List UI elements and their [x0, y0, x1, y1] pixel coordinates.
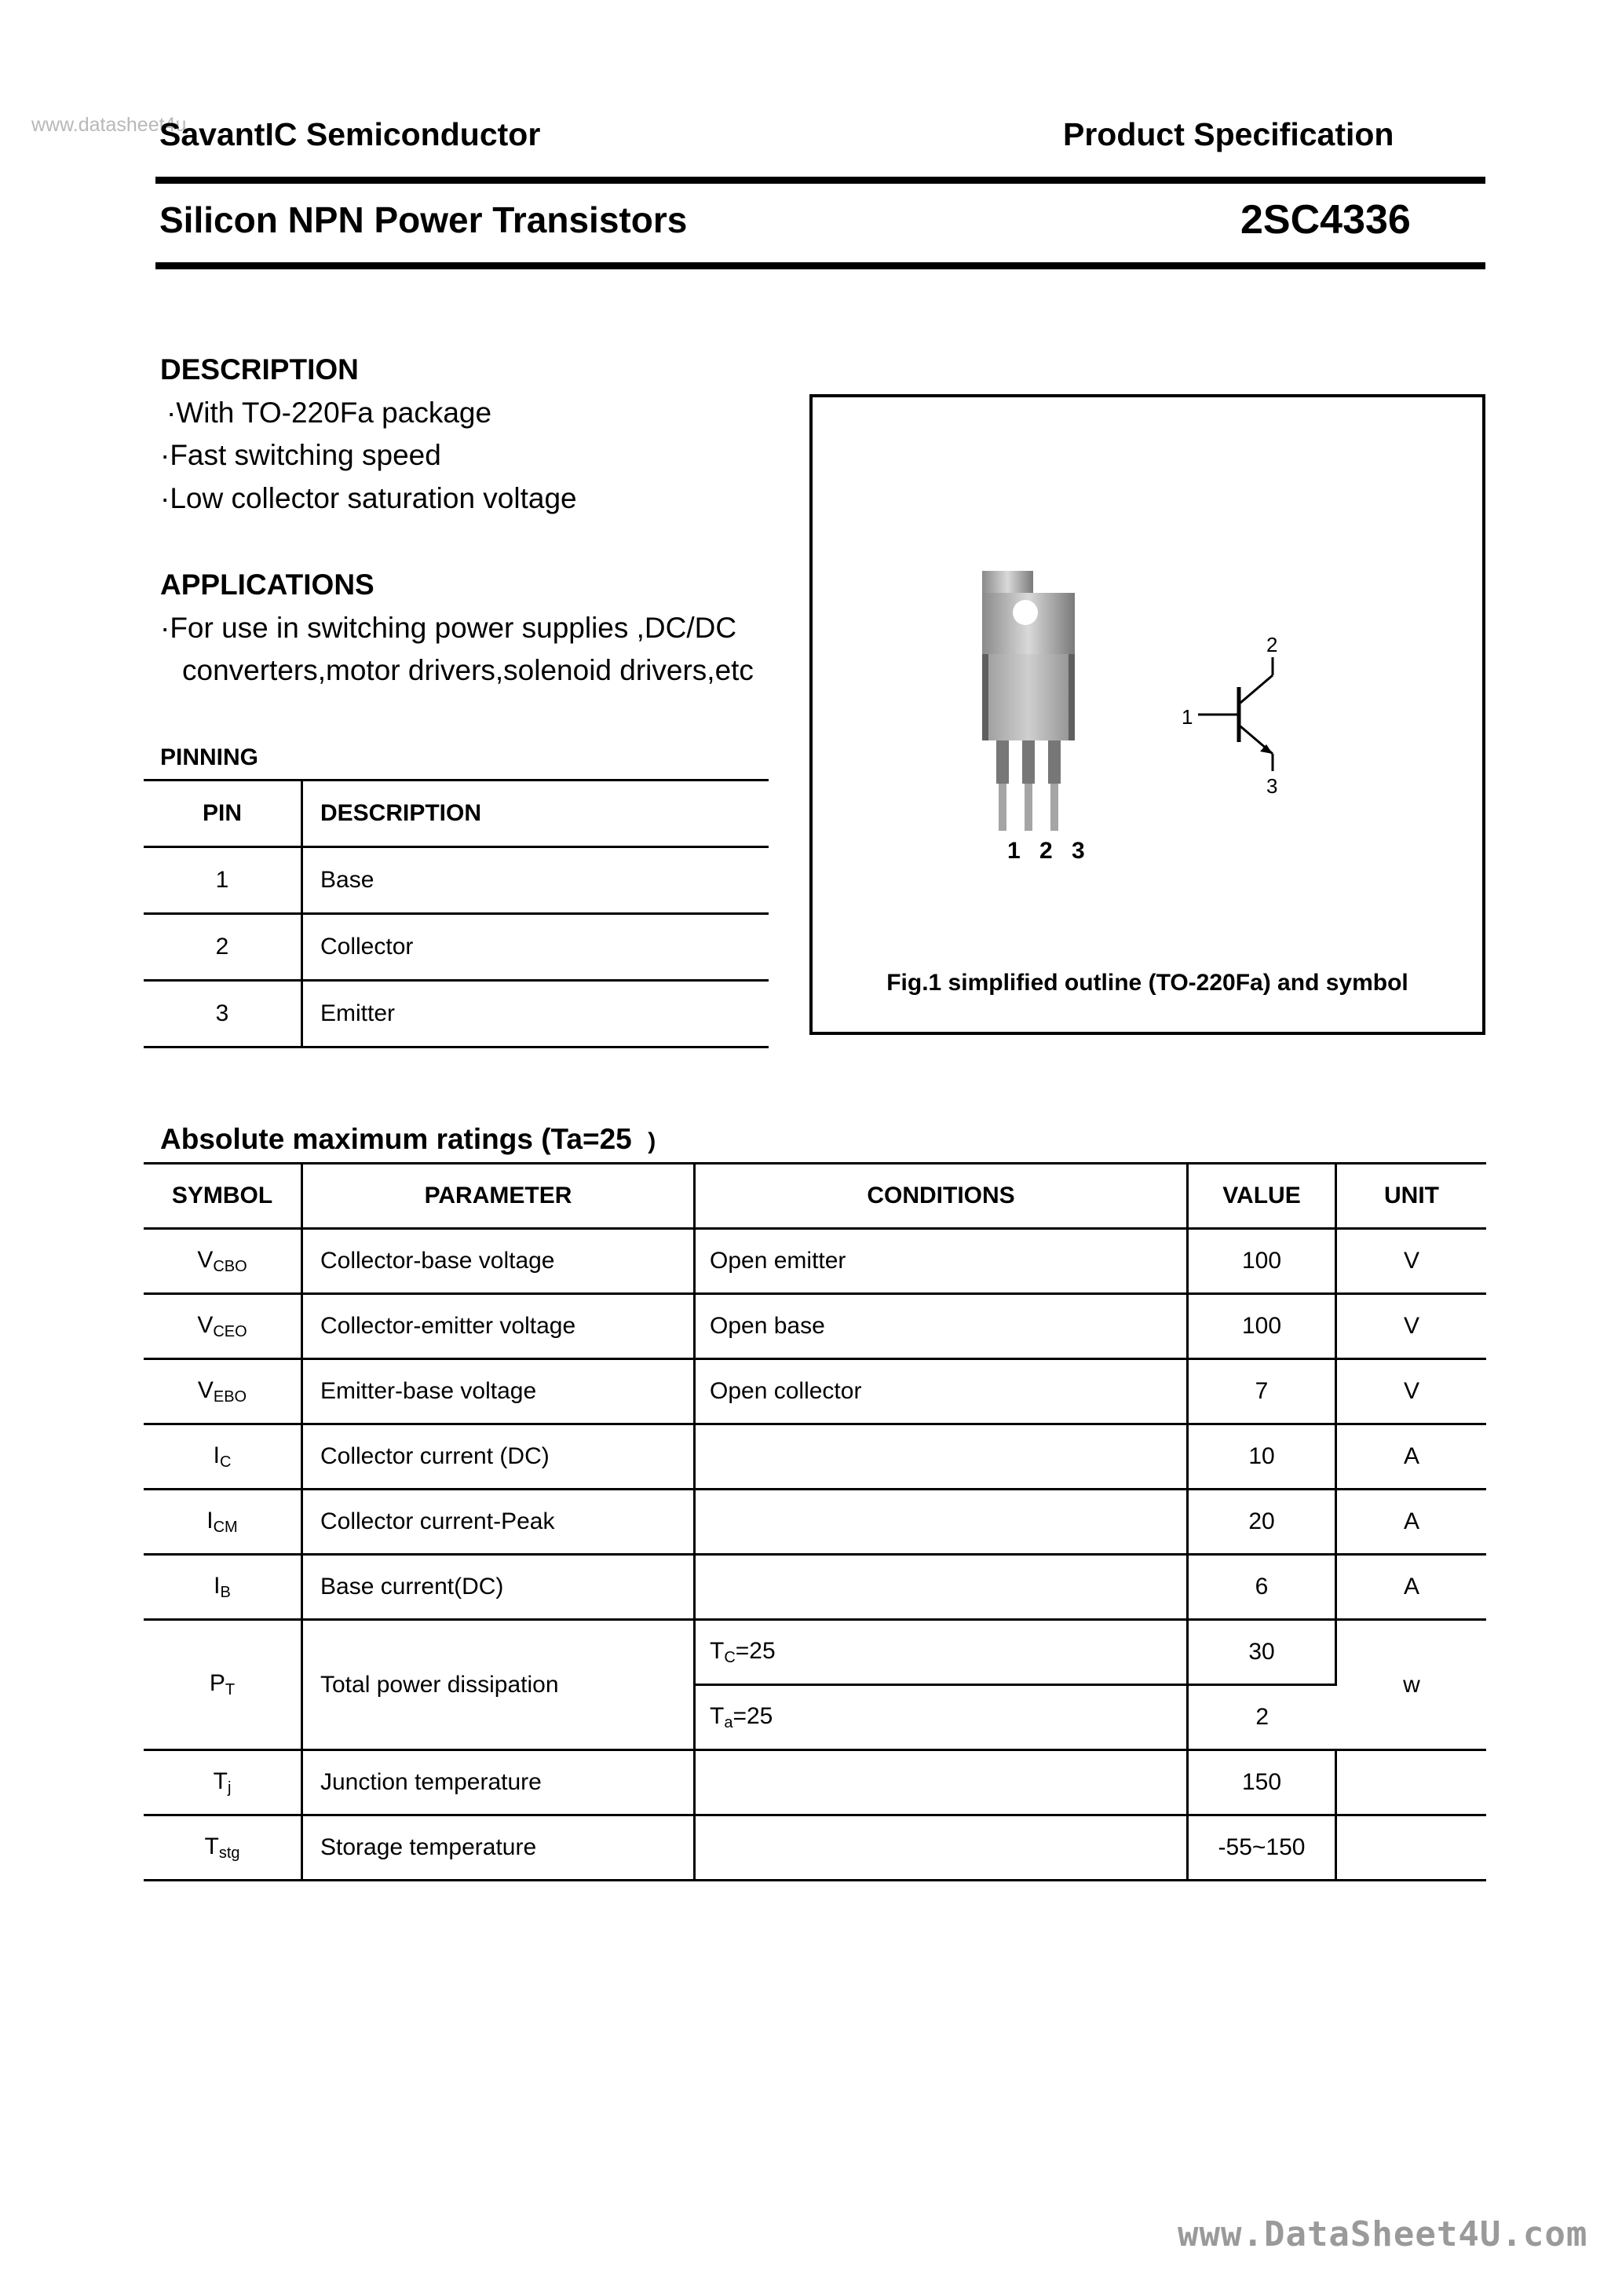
value-cell: 100 [1188, 1229, 1336, 1294]
pin-description: Collector [302, 914, 769, 981]
ratings-table [144, 1162, 1486, 1881]
parameter-cell: Storage temperature [302, 1815, 695, 1881]
symbol-cell: $I_B$ [144, 1555, 302, 1620]
symbol-cell: $I_{CM}$ [144, 1490, 302, 1555]
unit-cell: V [1336, 1294, 1487, 1359]
column-header: PARAMETER [302, 1164, 695, 1229]
applications-line: converters,motor drivers,solenoid drivers,etc [182, 654, 754, 686]
unit-cell [1336, 1750, 1487, 1815]
value-cell: 2 [1188, 1685, 1336, 1750]
pin-number: 2 [144, 914, 302, 981]
value-cell: 6 [1188, 1555, 1336, 1620]
conditions-cell: Open base [695, 1294, 1188, 1359]
table-row [144, 914, 769, 981]
value-cell: 150 [1188, 1750, 1336, 1815]
table-row [144, 847, 769, 914]
conditions-cell: Open collector [695, 1359, 1188, 1424]
watermark-top: www.datasheet4u. [31, 114, 192, 136]
part-number: 2SC4336 [1240, 197, 1411, 243]
value-cell: 10 [1188, 1424, 1336, 1490]
table-row [144, 1815, 1486, 1881]
transistor-package-icon [982, 571, 1075, 831]
table-row [144, 1294, 1486, 1359]
symbol-cell: $T_j$ [144, 1750, 302, 1815]
symbol-cell: $P_T$ [144, 1620, 302, 1750]
unit-cell: A [1336, 1555, 1487, 1620]
parameter-cell: Collector-base voltage [302, 1229, 695, 1294]
unit-cell: w [1336, 1620, 1487, 1750]
pin-number: 1 [144, 847, 302, 914]
unit-cell: V [1336, 1229, 1487, 1294]
company-name: SavantIC Semiconductor [159, 116, 541, 152]
pinning-table [144, 779, 769, 1048]
pin-description: Emitter [302, 981, 769, 1047]
parameter-cell: Collector-emitter voltage [302, 1294, 695, 1359]
symbol-pin-1: 1 [1182, 705, 1193, 729]
symbol-cell: $I_C$ [144, 1424, 302, 1490]
symbol-pin-2: 2 [1266, 633, 1278, 656]
column-header: SYMBOL [144, 1164, 302, 1229]
description-heading: DESCRIPTION [160, 353, 359, 386]
ratings-title: Absolute maximum ratings (Ta=25 ) [160, 1123, 656, 1155]
package-pin-labels: 1 2 3 [1007, 838, 1091, 864]
product-subtitle: Silicon NPN Power Transistors [159, 199, 688, 240]
pin-description: Base [302, 847, 769, 914]
column-header: VALUE [1188, 1164, 1336, 1229]
value-cell: -55~150 [1188, 1815, 1336, 1881]
value-cell: 100 [1188, 1294, 1336, 1359]
value-cell: 30 [1188, 1620, 1336, 1685]
header-rule-bottom [155, 262, 1485, 269]
table-row [144, 1620, 1486, 1685]
column-header: UNIT [1336, 1164, 1487, 1229]
parameter-cell: Total power dissipation [302, 1620, 695, 1750]
table-row [144, 1229, 1486, 1294]
column-header: CONDITIONS [695, 1164, 1188, 1229]
table-row [144, 1490, 1486, 1555]
unit-cell [1336, 1815, 1487, 1881]
symbol-cell: $V_{EBO}$ [144, 1359, 302, 1424]
column-header: DESCRIPTION [302, 781, 769, 847]
symbol-cell: $V_{CEO}$ [144, 1294, 302, 1359]
figure-caption: Fig.1 simplified outline (TO-220Fa) and symbol [886, 970, 1408, 996]
table-row [144, 1424, 1486, 1490]
description-item: ·Low collector saturation voltage [160, 482, 577, 514]
conditions-cell [695, 1750, 1188, 1815]
applications-heading: APPLICATIONS [160, 569, 374, 601]
pinning-heading: PINNING [160, 744, 259, 770]
figure-graphics [809, 394, 1485, 975]
symbol-cell: $V_{CBO}$ [144, 1229, 302, 1294]
conditions-cell: Open emitter [695, 1229, 1188, 1294]
table-header-row [144, 781, 769, 847]
parameter-cell: Emitter-base voltage [302, 1359, 695, 1424]
table-row [144, 1750, 1486, 1815]
symbol-pin-3: 3 [1266, 774, 1278, 798]
npn-transistor-symbol-icon [1198, 657, 1273, 771]
parameter-cell: Collector current-Peak [302, 1490, 695, 1555]
document-type: Product Specification [1063, 116, 1394, 152]
conditions-cell [695, 1555, 1188, 1620]
unit-cell: V [1336, 1359, 1487, 1424]
conditions-cell [695, 1815, 1188, 1881]
header-rule-top [155, 177, 1485, 184]
conditions-cell: $T_a=25$ [695, 1685, 1188, 1750]
applications-line: ·For use in switching power supplies ,DC/DC [160, 612, 737, 644]
table-header-row [144, 1164, 1486, 1229]
unit-cell: A [1336, 1424, 1487, 1490]
table-row [144, 1555, 1486, 1620]
description-item: ·Fast switching speed [160, 439, 441, 471]
watermark-bottom: www.DataSheet4U.com [1178, 2214, 1588, 2254]
parameter-cell: Collector current (DC) [302, 1424, 695, 1490]
table-row [144, 981, 769, 1047]
conditions-cell [695, 1424, 1188, 1490]
value-cell: 20 [1188, 1490, 1336, 1555]
unit-cell: A [1336, 1490, 1487, 1555]
symbol-cell: $T_{stg}$ [144, 1815, 302, 1881]
value-cell: 7 [1188, 1359, 1336, 1424]
parameter-cell: Junction temperature [302, 1750, 695, 1815]
column-header: PIN [144, 781, 302, 847]
parameter-cell: Base current(DC) [302, 1555, 695, 1620]
conditions-cell: $T_C=25$ [695, 1620, 1188, 1685]
table-row [144, 1359, 1486, 1424]
description-item: ·With TO-220Fa package [166, 397, 492, 429]
conditions-cell [695, 1490, 1188, 1555]
pin-number: 3 [144, 981, 302, 1047]
